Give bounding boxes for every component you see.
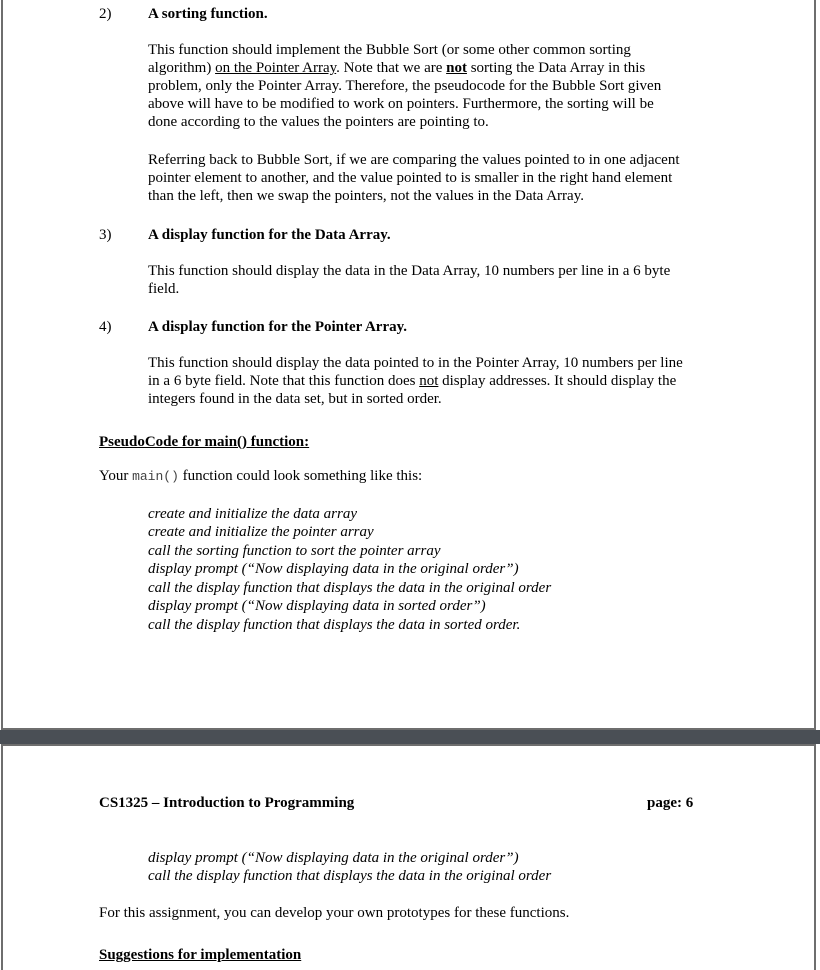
item-2-p1-line2: algorithm) on the Pointer Array. Note that we are not sorting the Data Array in this: [148, 60, 646, 76]
item-2-p1-line1: This function should implement the Bubble Sort (or some other common sorting: [148, 42, 631, 58]
item-3-heading: A display function for the Data Array.: [148, 227, 391, 243]
page-header-course: CS1325 – Introduction to Programming: [99, 795, 355, 811]
item-4-line2: in a 6 byte field. Note that this function does not display addresses. It should display the: [148, 373, 677, 389]
item-2-p2-line2: pointer element to another, and the value pointed to is smaller in the right hand element: [148, 170, 673, 186]
pseudocode-line: display prompt (“Now displaying data in the original order”): [148, 850, 519, 866]
document-page-5: [1, 0, 816, 730]
pseudocode-intro: Your main() function could look something like this:: [99, 468, 423, 484]
document-page-6: [1, 744, 816, 970]
item-4-heading: A display function for the Pointer Array.: [148, 319, 408, 335]
item-4-line1: This function should display the data pointed to in the Pointer Array, 10 numbers per line: [148, 355, 683, 371]
item-3-number: 3): [99, 227, 112, 243]
suggestions-heading: Suggestions for implementation: [99, 947, 302, 963]
pseudocode-line: display prompt (“Now displaying data in sorted order”): [148, 598, 486, 614]
page-gap: [0, 730, 820, 744]
item-2-heading: A sorting function.: [148, 6, 268, 22]
item-2-p2-line3: than the left, then we swap the pointers, not the values in the Data Array.: [148, 188, 584, 204]
page-header-number: page: 6: [647, 795, 694, 811]
item-2-number: 2): [99, 6, 112, 22]
item-2-p1-line4: above will have to be modified to work on pointers. Furthermore, the sorting will be: [148, 96, 654, 112]
pseudocode-line: display prompt (“Now displaying data in the original order”): [148, 561, 519, 577]
pseudocode-line: call the display function that displays the data in the original order: [148, 580, 552, 596]
prototypes-paragraph: For this assignment, you can develop your own prototypes for these functions.: [99, 905, 570, 921]
pseudocode-line: create and initialize the pointer array: [148, 524, 374, 540]
item-4-line3: integers found in the data set, but in sorted order.: [148, 391, 442, 407]
pseudocode-heading: PseudoCode for main() function:: [99, 434, 310, 450]
item-2-p2-line1: Referring back to Bubble Sort, if we are comparing the values pointed to in one adjacent: [148, 152, 680, 168]
pseudocode-line: call the display function that displays the data in the original order: [148, 868, 552, 884]
pseudocode-line: create and initialize the data array: [148, 506, 357, 522]
item-3-line1: This function should display the data in the Data Array, 10 numbers per line in a 6 byte: [148, 263, 671, 279]
pseudocode-line: call the sorting function to sort the pointer array: [148, 543, 441, 559]
item-2-p1-line5: done according to the values the pointers are pointing to.: [148, 114, 489, 130]
item-2-p1-line3: problem, only the Pointer Array. Therefore, the pseudocode for the Bubble Sort given: [148, 78, 662, 94]
pseudocode-line: call the display function that displays the data in sorted order.: [148, 617, 521, 633]
item-4-number: 4): [99, 319, 112, 335]
item-3-line2: field.: [148, 281, 180, 297]
